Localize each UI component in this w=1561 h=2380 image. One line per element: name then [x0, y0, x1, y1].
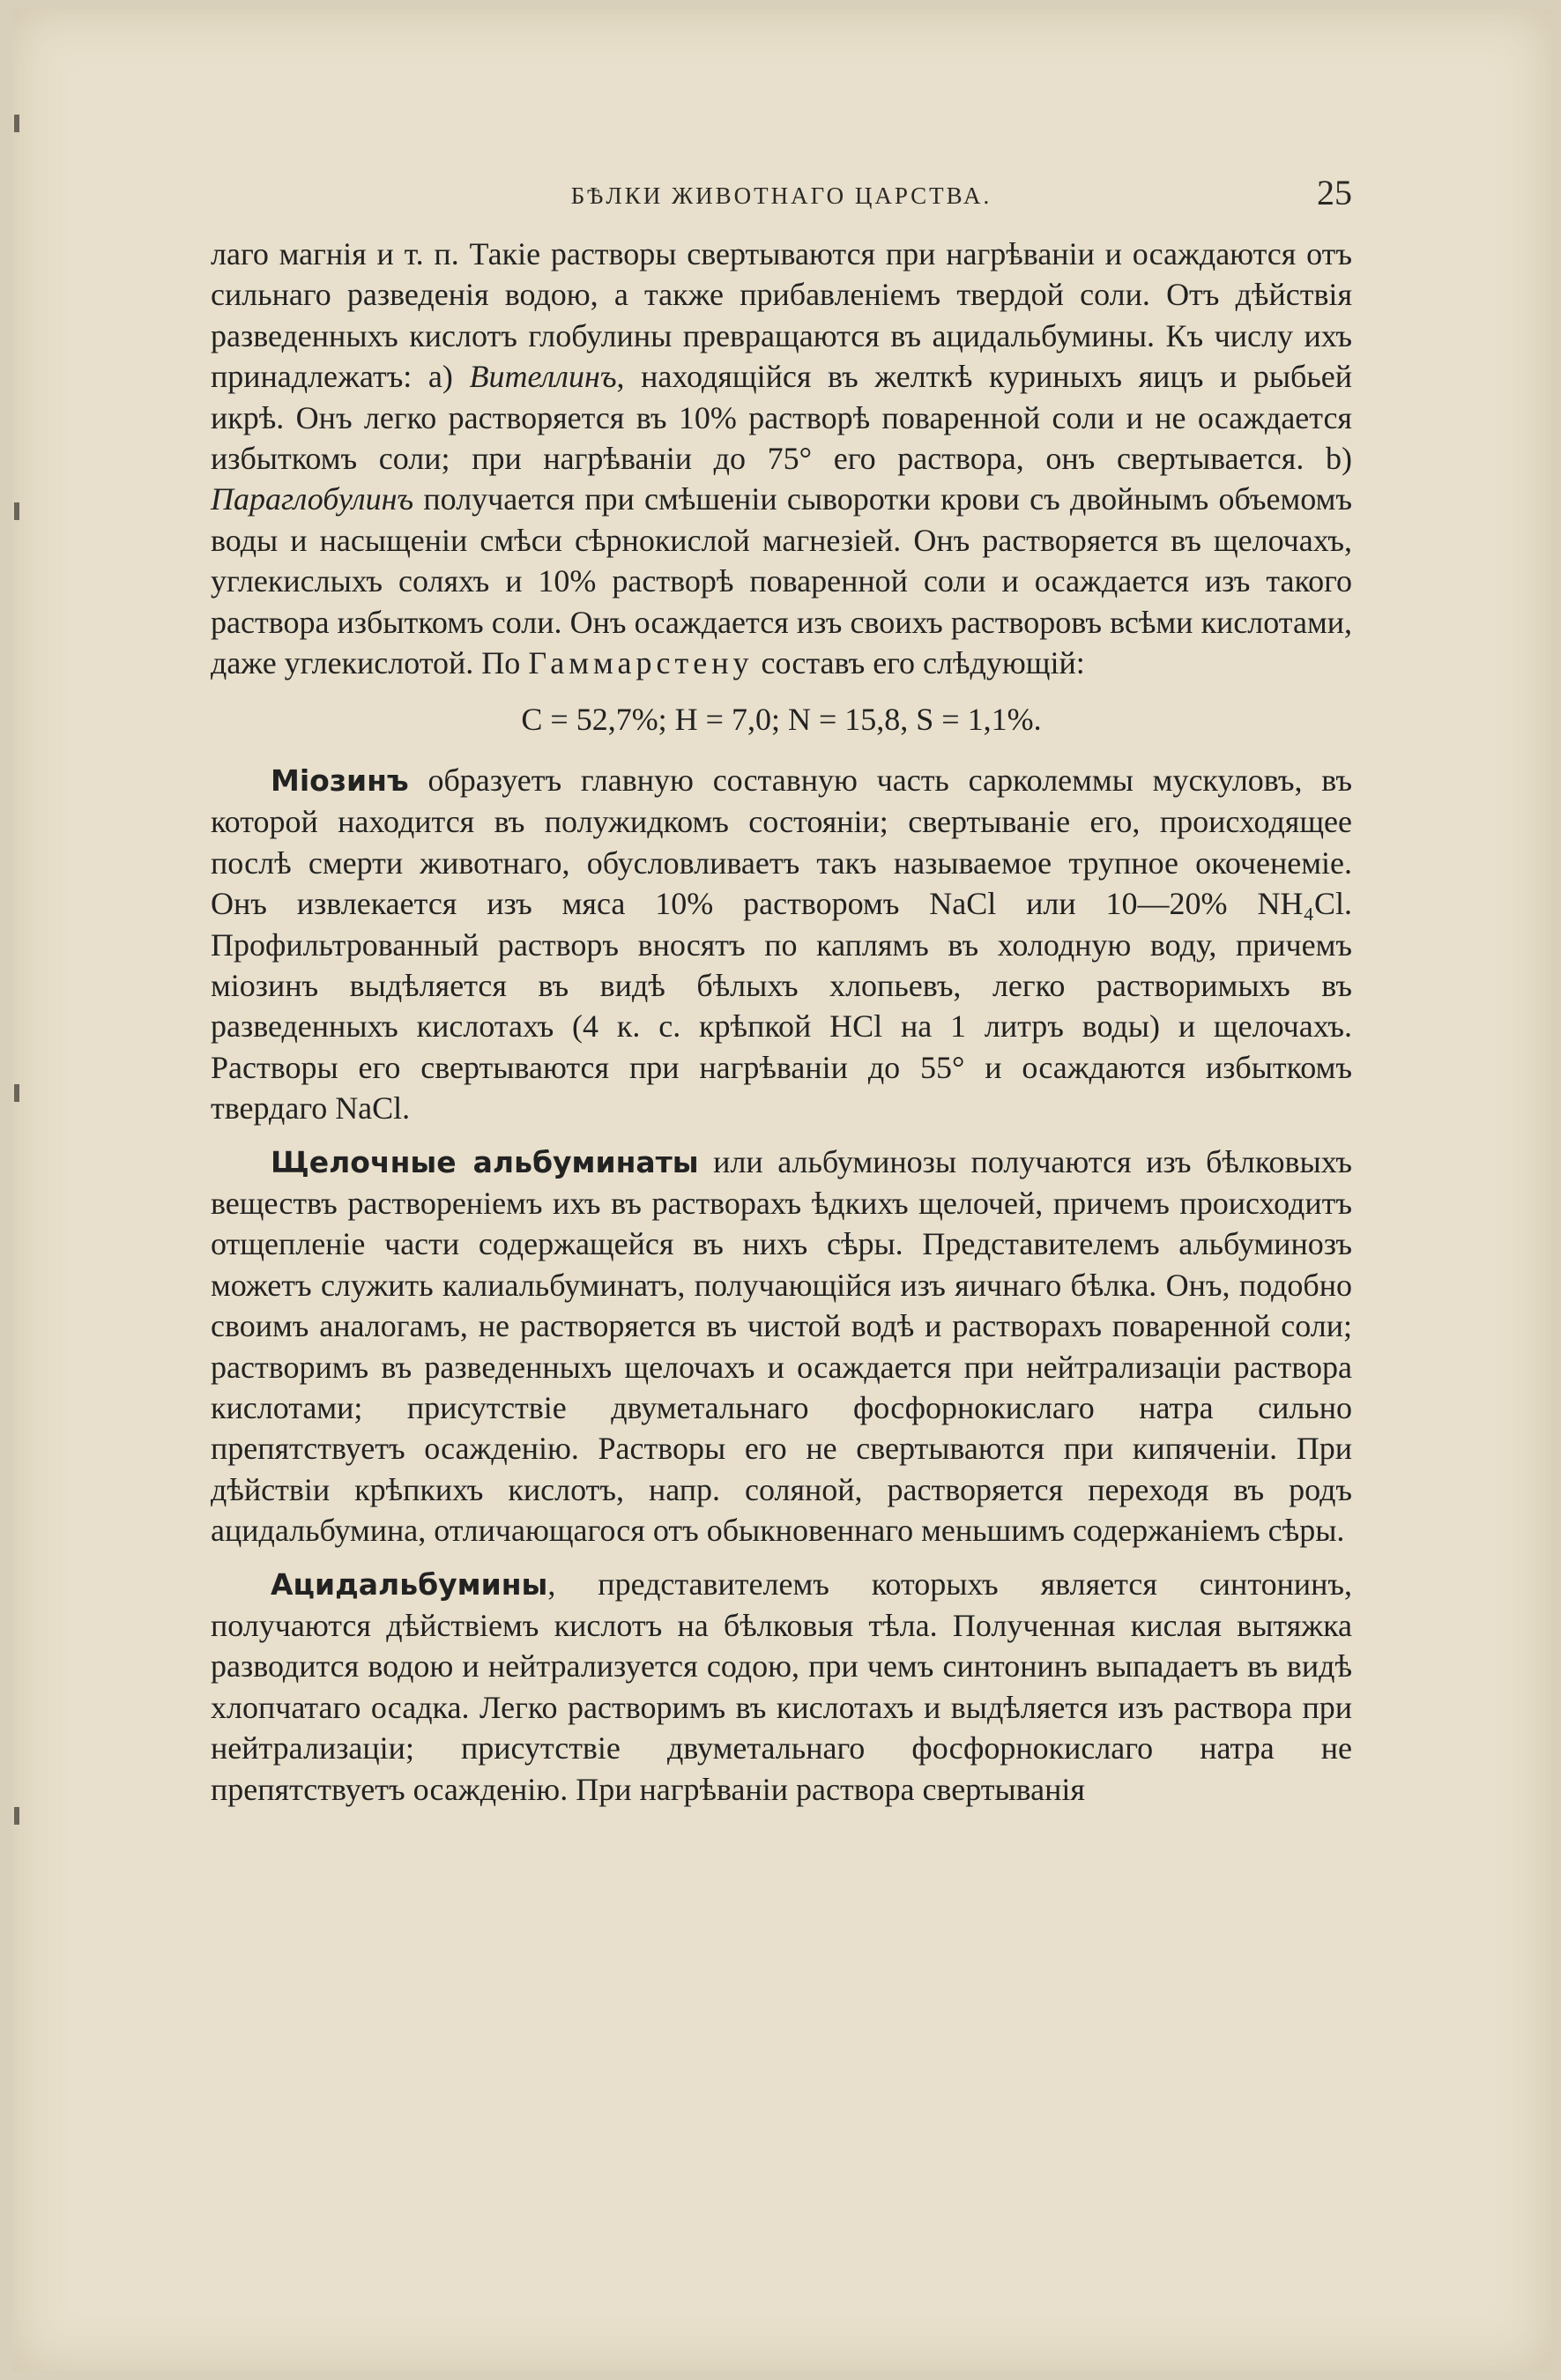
author-hammarsten: Гаммарстену [528, 645, 754, 681]
page-header [211, 172, 1352, 216]
paragraph-myosin: Міозинъ образуетъ главную составную часть сарколеммы мускуловъ, въ которой находится въ полужидкомъ состояніи; свертываніе его, происходящее послѣ смерти животнаго, обусловливаетъ такъ называемое трупное окоченеміе. Онъ извлекается изъ мяса 10% растворомъ NaCl или 10—20% NH₄Cl. Профильтрованный растворъ вносятъ по каплямъ въ холодную воду, причемъ міозинъ выдѣляется въ видѣ бѣлыхъ хлопьевъ, легко растворимыхъ въ разведенныхъ кислотахъ (4 к. с. крѣпкой HCl на 1 литръ воды) и щелочахъ. Растворы его свертываются при нагрѣваніи до 55° и осаждаются избыткомъ твердаго NaCl. [211, 762, 1352, 1127]
paragraph-alkali-albuminates: Щелочные альбуминаты или альбуминозы получаются изъ бѣлковыхъ веществъ раствореніемъ ихъ въ растворахъ ѣдкихъ щелочей, причемъ происходитъ отщепленіе части содержащейся въ нихъ сѣры. Представителемъ альбуминозъ можетъ служить калиальбуминатъ, получающійся изъ яичнаго бѣлка. Онъ, подобно своимъ аналогамъ, не растворяется въ чистой водѣ и растворахъ поваренной соли; растворимъ въ разведенныхъ щелочахъ и осаждается при нейтрализаціи раствора кислотами; присутствіе двуметальнаго фосфорнокислаго натра сильно препятствуетъ осажденію. Растворы его не свертываются при кипяченіи. При дѣйствіи крѣпкихъ кислотъ, напр. соляной, растворяется переходя въ родъ ацидальбумина, отличающагося отъ обыкновеннаго меньшимъ содержаніемъ сѣры. [211, 1143, 1352, 1549]
heading-acidalbumins: Ацидальбумины [271, 1566, 548, 1602]
running-title: БѢЛКИ ЖИВОТНАГО ЦАРСТВА. [570, 182, 992, 209]
margin-mark [14, 502, 19, 520]
paragraph-globulins: лаго магнія и т. п. Такіе растворы свертываются при нагрѣваніи и осаждаются отъ сильнаго разведенія водою, а также прибавленіемъ твердой соли. Отъ дѣйствія разведенныхъ кислотъ глобулины превращаются въ ацидальбумины. Къ числу ихъ принадлежатъ: a) Вителлинъ, находящійся въ желткѣ куриныхъ яицъ и рыбьей икрѣ. Онъ легко растворяется въ 10% растворѣ поваренной соли и не осаждается избыткомъ соли; при нагрѣваніи до 75° его раствора, онъ свертывается. b) Параглобулинъ получается при смѣшеніи сыворотки крови съ двойнымъ объемомъ воды и насыщеніи смѣси сѣрнокислой магнезіей. Онъ растворяется въ щелочахъ, углекислыхъ соляхъ и 10% растворѣ поваренной соли и осаждается изъ такого раствора избыткомъ соли. Онъ осаждается изъ своихъ растворовъ всѣми кислотами, даже углекислотой. По Гаммарстену составъ его слѣдующій: [211, 236, 1352, 681]
heading-myosin: Міозинъ [271, 762, 409, 798]
margin-mark [14, 1084, 19, 1102]
composition-formula: C = 52,7%; H = 7,0; N = 15,8, S = 1,1%. [521, 702, 1042, 738]
margin-mark [14, 115, 19, 132]
page-sheet [12, 9, 1551, 2371]
heading-alkali-albuminates: Щелочные альбуминаты [271, 1144, 699, 1179]
paragraph-acidalbumins: Ацидальбумины, представителемъ которыхъ является синтонинъ, получаются дѣйствіемъ кислотъ на бѣлковыя тѣла. Полученная кислая вытяжка разводится водою и нейтрализуется содою, при чемъ синтонинъ выпадаетъ въ видѣ хлопчатаго осадка. Легко растворимъ въ кислотахъ и выдѣляется изъ раствора при нейтрализаціи; присутствіе двуметальнаго фосфорнокислаго натра не препятствуетъ осажденію. При нагрѣваніи раствора свертыванія [211, 1566, 1352, 1807]
page-number: 25 [1317, 173, 1352, 212]
body-text [211, 234, 1352, 1810]
margin-mark [14, 1807, 19, 1825]
term-paraglobulin: Параглобулинъ [211, 481, 414, 517]
term-vitellin: Вителлинъ [469, 359, 617, 395]
